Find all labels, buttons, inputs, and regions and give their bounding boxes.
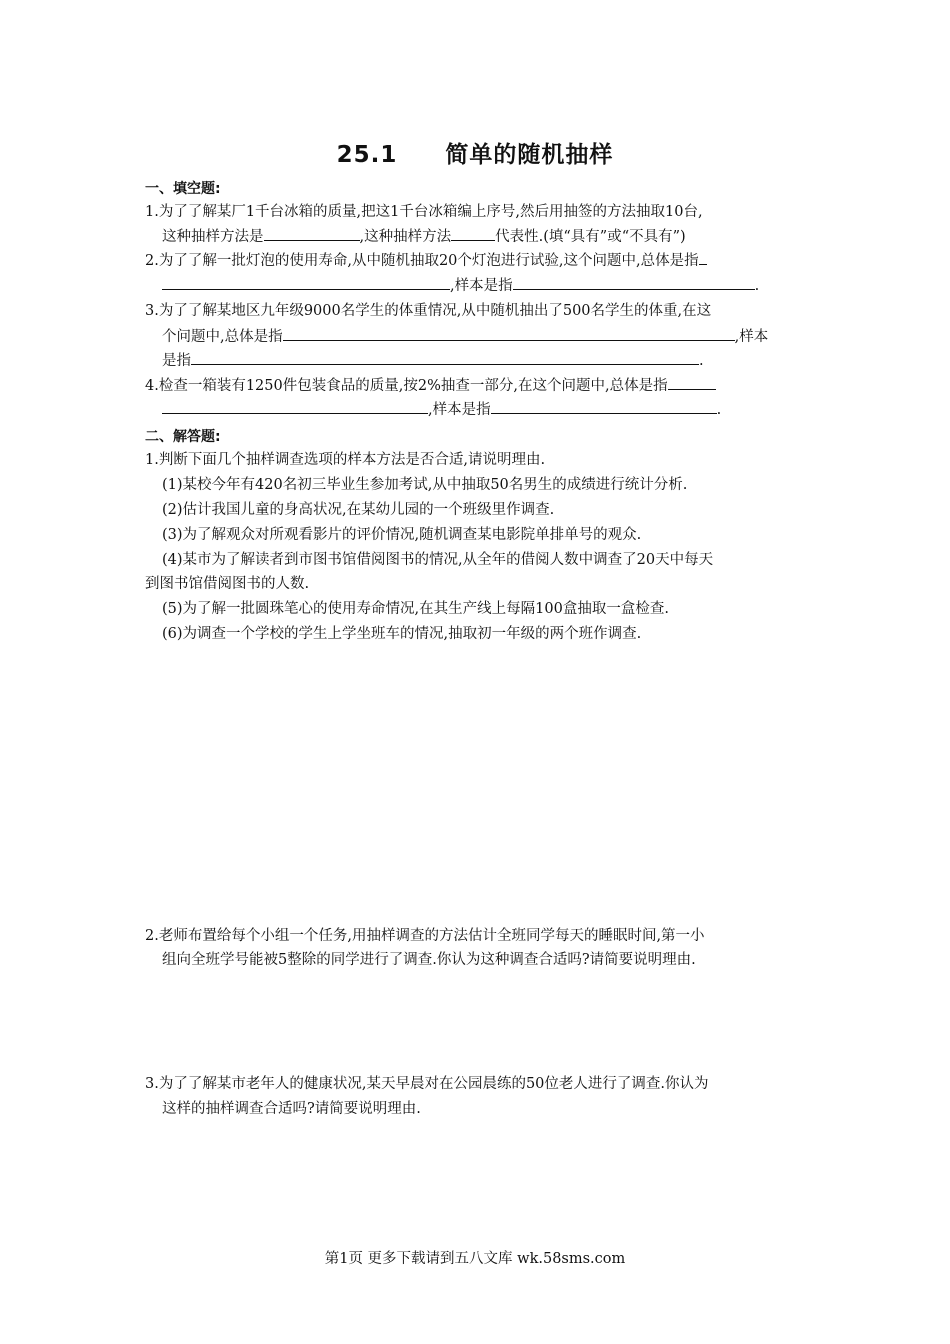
answer-q1-item: (1)某校今年有420名初三毕业生参加考试,从中抽取50名男生的成绩进行统计分析.	[162, 477, 688, 493]
fill-q3-text2: ,样本	[734, 329, 769, 345]
answer-q1-item: (4)某市为了解读者到市图书馆借阅图书的情况,从全年的借阅人数中调查了20天中每天	[162, 552, 714, 568]
answer-blank	[162, 399, 428, 414]
answer-q2-line2: 组向全班学号能被5整除的同学进行了调查.你认为这种调查合适吗?请简要说明理由.	[162, 952, 696, 968]
fill-q1-text3: 代表性.(填“具有”或“不具有”)	[495, 229, 686, 245]
answer-blank	[283, 326, 735, 341]
fill-q1-line1: 1.为了了解某厂1千台冰箱的质量,把这1千台冰箱编上序号,然后用抽签的方法抽取10台,	[145, 204, 703, 220]
fill-q1-text2: ,这种抽样方法	[359, 229, 452, 245]
answer-q3-line1: 3.为了了解某市老年人的健康状况,某天早晨对在公园晨练的50位老人进行了调查.你认为	[145, 1076, 709, 1092]
answer-q1-stem: 1.判断下面几个抽样调查选项的样本方法是否合适,请说明理由.	[145, 452, 546, 468]
answer-q1-item: 到图书馆借阅图书的人数.	[145, 576, 310, 592]
page-footer: 第1页 更多下载请到五八文库 wk.58sms.com	[324, 1251, 626, 1267]
title-text: 简单的随机抽样	[445, 142, 614, 168]
fill-q3-line3	[162, 350, 704, 371]
answer-blank	[451, 226, 495, 241]
answer-blank	[162, 275, 450, 290]
fill-q2-text2: ,样本是指	[450, 278, 513, 294]
answer-blank	[699, 250, 707, 265]
answer-blank	[191, 350, 699, 365]
answer-blank	[491, 399, 717, 414]
fill-q1-line2	[162, 226, 686, 247]
answer-q1-item: (3)为了解观众对所观看影片的评价情况,随机调查某电影院单排单号的观众.	[162, 527, 642, 543]
section-heading-fill: 一、填空题:	[145, 181, 221, 197]
fill-q3-text4: .	[699, 353, 704, 369]
answer-q2-line1: 2.老师布置给每个小组一个任务,用抽样调查的方法估计全班同学每天的睡眠时间,第一小	[145, 928, 705, 944]
answer-blank	[513, 275, 755, 290]
answer-q1-item: (5)为了解一批圆珠笔心的使用寿命情况,在其生产线上每隔100盒抽取一盒检查.	[162, 601, 669, 617]
fill-q3-text3: 是指	[162, 353, 191, 369]
fill-q2-line1	[145, 250, 707, 271]
fill-q4-text2: ,样本是指	[428, 402, 491, 418]
fill-q2-line2	[162, 275, 759, 296]
answer-q3-line2: 这样的抽样调查合适吗?请简要说明理由.	[162, 1101, 421, 1117]
fill-q1-text1: 这种抽样方法是	[162, 229, 264, 245]
page-title	[0, 136, 950, 169]
section-heading-answer: 二、解答题:	[145, 429, 221, 445]
fill-q3-line2	[162, 326, 768, 347]
fill-q4-text1: 4.检查一箱装有1250件包装食品的质量,按2%抽查一部分,在这个问题中,总体是指	[145, 378, 668, 394]
fill-q4-line2	[162, 399, 721, 420]
fill-q2-text3: .	[754, 278, 760, 294]
fill-q2-text1: 2.为了了解一批灯泡的使用寿命,从中随机抽取20个灯泡进行试验,这个问题中,总体是指	[145, 253, 699, 269]
fill-q3-text1: 个问题中,总体是指	[162, 329, 283, 345]
fill-q4-text3: .	[716, 402, 722, 418]
fill-q3-line1: 3.为了了解某地区九年级9000名学生的体重情况,从中随机抽出了500名学生的体重,在这	[145, 303, 712, 319]
title-number: 25.1	[336, 142, 398, 168]
answer-blank	[264, 226, 360, 241]
answer-q1-item: (6)为调查一个学校的学生上学坐班车的情况,抽取初一年级的两个班作调查.	[162, 626, 642, 642]
answer-blank	[668, 375, 716, 390]
answer-q1-item: (2)估计我国儿童的身高状况,在某幼儿园的一个班级里作调查.	[162, 502, 555, 518]
fill-q4-line1	[145, 375, 716, 396]
